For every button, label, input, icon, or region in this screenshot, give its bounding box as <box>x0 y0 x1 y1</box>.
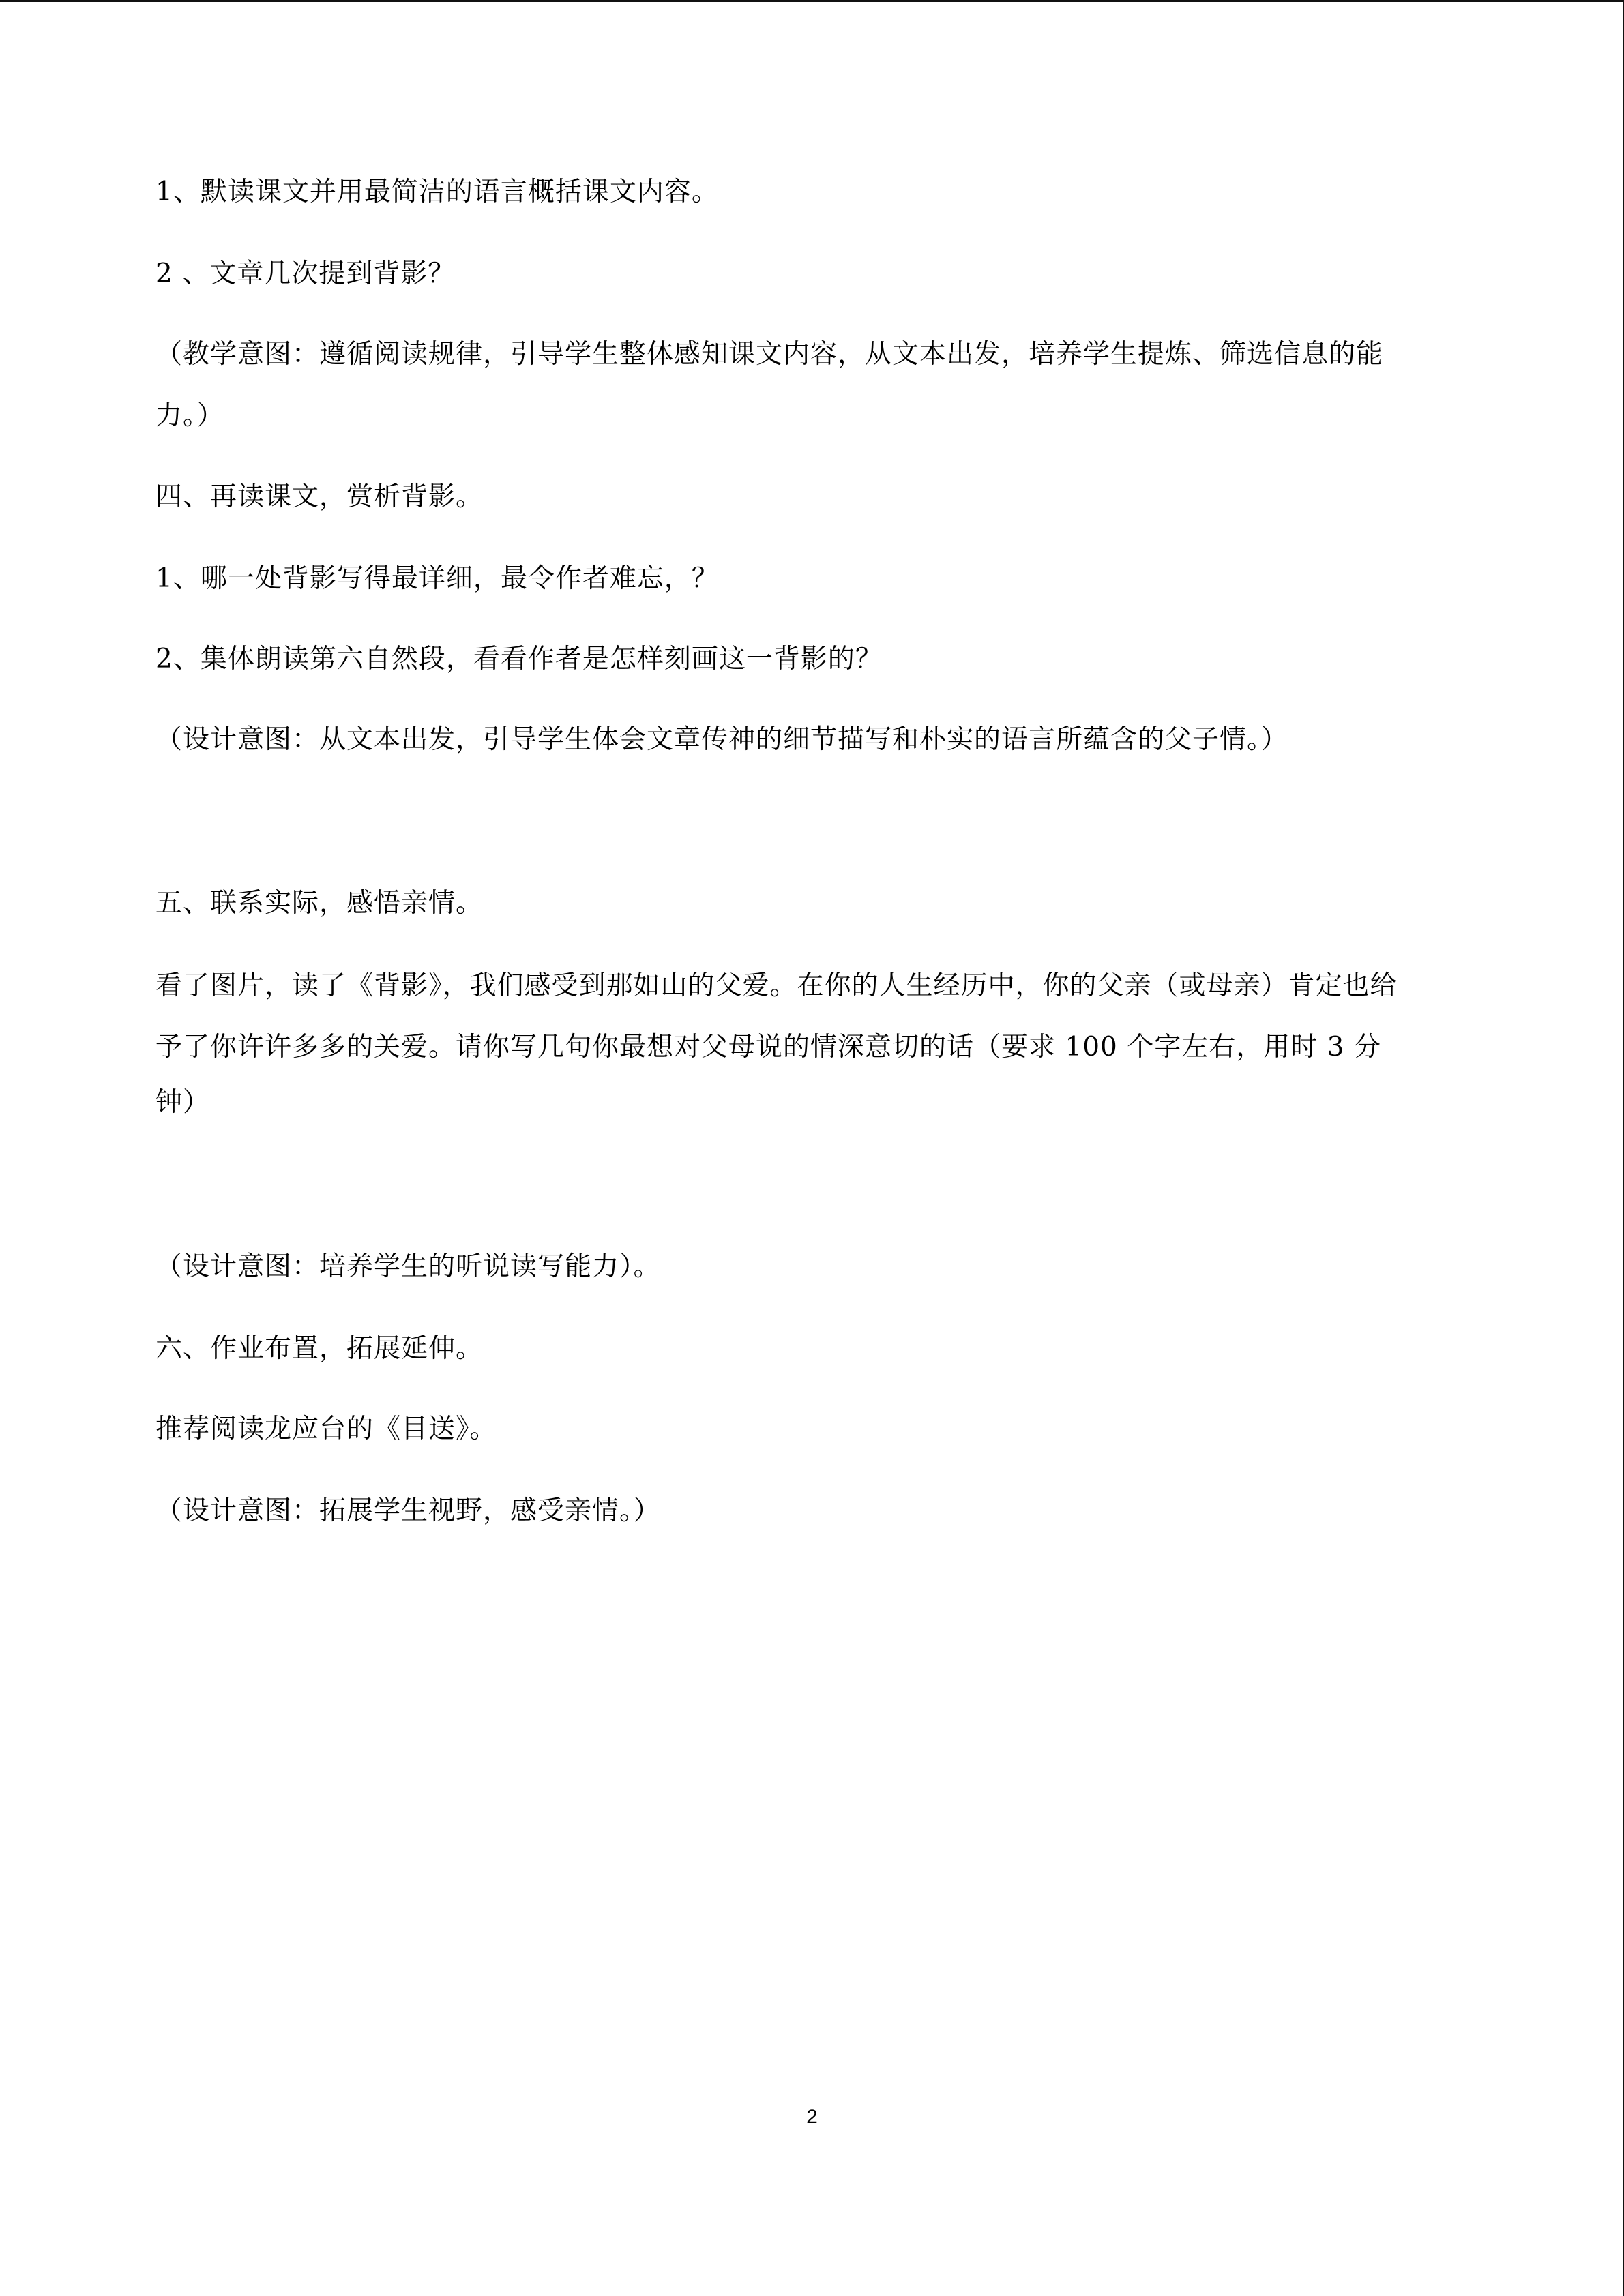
teaching-intent-line-1: （教学意图：遵循阅读规律，引导学生整体感知课文内容，从文本出发，培养学生提炼、筛选信息的能 <box>156 339 1384 370</box>
teaching-intent-line-2: 力。） <box>156 400 224 431</box>
section-six-heading: 六、作业布置，拓展延伸。 <box>156 1333 484 1364</box>
question-paragraph-six: 2、集体朗读第六自然段，看看作者是怎样刻画这一背影的？ <box>156 644 883 674</box>
design-intent-horizons: （设计意图：拓展学生视野，感受亲情。） <box>156 1495 661 1526</box>
design-intent-skills: （设计意图：培养学生的听说读写能力）。 <box>156 1251 661 1282</box>
page-number: 2 <box>806 2106 818 2128</box>
writing-task-line-3: 钟） <box>156 1087 211 1118</box>
design-intent-details: （设计意图：从文本出发，引导学生体会文章传神的细节描写和朴实的语言所蕴含的父子情。） <box>156 724 1288 755</box>
question-most-detailed-backview: 1、哪一处背影写得最详细，最令作者难忘，？ <box>156 563 719 594</box>
writing-task-line-2: 予了你许许多多的关爱。请你写几句你最想对父母说的情深意切的话（要求 100 个字左右，用时 3 分 <box>156 1032 1381 1062</box>
task-summarize-text: 1、默读课文并用最简洁的语言概括课文内容。 <box>156 177 719 207</box>
section-five-heading: 五、联系实际，感悟亲情。 <box>156 888 484 919</box>
writing-task-line-1: 看了图片，读了《背影》，我们感受到那如山的父爱。在你的人生经历中，你的父亲（或母亲）肯定也给 <box>156 970 1398 1001</box>
recommended-reading: 推荐阅读龙应台的《目送》。 <box>156 1414 497 1444</box>
question-backview-count: 2 、文章几次提到背影？ <box>156 258 456 289</box>
section-four-heading: 四、再读课文，赏析背影。 <box>156 481 484 512</box>
